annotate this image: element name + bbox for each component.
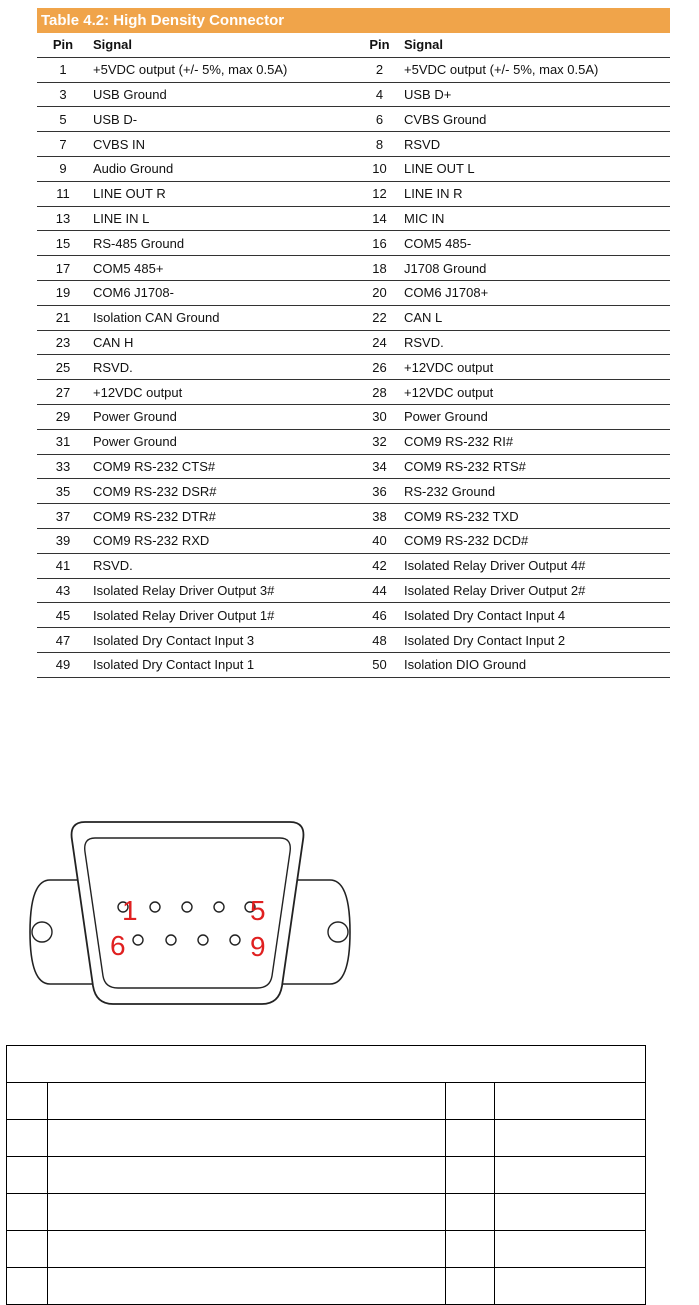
table-row — [7, 1157, 646, 1194]
table-row — [37, 83, 670, 108]
pin-hole-8 — [198, 935, 208, 945]
signal-name: USB D+ — [404, 86, 452, 102]
pin-number: 7 — [59, 136, 67, 152]
signal-name: RSVD — [404, 136, 441, 152]
pin-label-5: 5 — [250, 895, 266, 926]
signal-name: Isolated Relay Driver Output 1# — [93, 607, 275, 623]
table-row — [37, 231, 670, 256]
table-cell — [7, 1194, 48, 1231]
table-row — [37, 107, 670, 132]
pin-number: 13 — [55, 210, 71, 226]
signal-name: COM9 RS-232 RI# — [404, 434, 514, 450]
pin-number: 4 — [375, 86, 384, 102]
pin-label-9: 9 — [250, 931, 266, 962]
pin-hole-6 — [133, 935, 143, 945]
table-cell — [495, 1194, 646, 1231]
signal-name: COM9 RS-232 RTS# — [404, 458, 526, 474]
table-cell — [495, 1083, 646, 1120]
signal-name: +12VDC output — [93, 384, 183, 400]
table-cell — [48, 1120, 446, 1157]
pin-number: 16 — [372, 235, 387, 251]
signal-name: +5VDC output (+/- 5%, max 0.5A) — [404, 62, 599, 78]
empty-table-title-row — [7, 1046, 646, 1083]
pin-number: 9 — [59, 161, 67, 177]
table-row — [37, 504, 670, 529]
signal-name: Isolated Dry Contact Input 3 — [93, 632, 255, 648]
pin-number: 11 — [56, 186, 70, 202]
db9-connector-diagram — [10, 810, 370, 1020]
table-cell — [495, 1231, 646, 1268]
table-cell — [7, 1120, 48, 1157]
pin-hole-9 — [230, 935, 240, 945]
signal-name: COM5 485+ — [93, 260, 164, 276]
pin-number: 39 — [55, 533, 71, 549]
signal-name: COM5 485- — [404, 235, 472, 251]
pin-number: 31 — [55, 434, 71, 450]
pin-number: 18 — [372, 260, 387, 276]
signal-name: Isolated Relay Driver Output 4# — [404, 558, 586, 574]
signal-name: COM9 RS-232 CTS# — [93, 458, 216, 474]
table-row — [37, 132, 670, 157]
table-row — [37, 306, 670, 331]
signal-name: CVBS IN — [93, 136, 146, 152]
pin-number: 41 — [55, 558, 71, 574]
signal-name: RS-485 Ground — [93, 235, 185, 251]
table-cell — [495, 1120, 646, 1157]
signal-name: Power Ground — [93, 434, 177, 450]
signal-name: COM9 RS-232 RXD — [93, 533, 210, 549]
table-row — [37, 430, 670, 455]
pin-number: 19 — [55, 285, 71, 301]
empty-table-title-cell — [7, 1046, 646, 1083]
pin-number: 26 — [372, 359, 387, 375]
pin-number: 15 — [55, 235, 71, 251]
pin-number: 12 — [372, 186, 387, 202]
table-row — [37, 628, 670, 653]
signal-name: COM9 RS-232 DSR# — [93, 483, 217, 499]
table-cell — [446, 1231, 495, 1268]
table-cell — [48, 1268, 446, 1305]
table-row — [37, 256, 670, 281]
pin-hole-4 — [214, 902, 224, 912]
pin-number: 3 — [59, 86, 67, 102]
pin-number: 29 — [55, 409, 71, 425]
table-row — [37, 58, 670, 83]
table-body — [37, 58, 670, 678]
signal-name: COM9 RS-232 DCD# — [404, 533, 529, 549]
pin-number: 49 — [55, 657, 71, 673]
table-row — [7, 1194, 646, 1231]
pin-number: 6 — [375, 111, 384, 127]
pin-number: 23 — [55, 334, 71, 350]
signal-name: Isolated Relay Driver Output 3# — [93, 582, 275, 598]
signal-name: COM9 RS-232 DTR# — [93, 508, 216, 524]
signal-name: +12VDC output — [404, 359, 494, 375]
signal-name: J1708 Ground — [404, 260, 487, 276]
pin-number: 47 — [55, 632, 71, 648]
pin-number: 27 — [55, 384, 71, 400]
pin-number: 33 — [55, 458, 71, 474]
pin-number: 22 — [372, 310, 387, 326]
pin-number: 2 — [375, 62, 384, 78]
signal-name: COM6 J1708- — [93, 285, 174, 301]
pin-number: 10 — [372, 161, 387, 177]
table-row — [37, 281, 670, 306]
table-cell — [446, 1194, 495, 1231]
signal-name: Isolated Dry Contact Input 1 — [93, 657, 255, 673]
signal-name: LINE OUT L — [404, 161, 475, 177]
pin-number: 5 — [59, 111, 67, 127]
table-cell — [48, 1083, 446, 1120]
pin-number: 36 — [372, 483, 387, 499]
table-row — [7, 1083, 646, 1120]
table-row — [37, 603, 670, 628]
pin-number: 24 — [372, 334, 387, 350]
signal-name: Audio Ground — [93, 161, 174, 177]
header-pin: Pin — [369, 37, 390, 53]
table-cell — [48, 1157, 446, 1194]
pin-hole-7 — [166, 935, 176, 945]
pin-number: 17 — [55, 260, 71, 276]
pin-hole-2 — [150, 902, 160, 912]
pin-number: 32 — [372, 434, 387, 450]
pin-number: 20 — [372, 285, 387, 301]
signal-name: Isolation CAN Ground — [93, 310, 220, 326]
table-row — [37, 355, 670, 380]
mounting-hole-right — [328, 922, 348, 942]
signal-name: RSVD. — [404, 334, 444, 350]
pin-number: 35 — [55, 483, 71, 499]
signal-name: CAN L — [404, 310, 443, 326]
header-signal: Signal — [93, 37, 133, 53]
pin-label-6: 6 — [110, 930, 126, 961]
table-cell — [7, 1268, 48, 1305]
table-row — [37, 455, 670, 480]
table-row — [37, 380, 670, 405]
table-row — [7, 1268, 646, 1305]
table-row — [37, 157, 670, 182]
signal-name: Isolation DIO Ground — [404, 657, 527, 673]
table-header-row — [37, 33, 670, 58]
pin-label-1: 1 — [122, 895, 138, 926]
pin-number: 21 — [55, 310, 71, 326]
signal-name: LINE IN L — [93, 210, 150, 226]
table-cell — [7, 1231, 48, 1268]
header-signal: Signal — [404, 37, 444, 53]
table-cell — [48, 1194, 446, 1231]
pin-number: 34 — [372, 458, 387, 474]
signal-name: Isolated Dry Contact Input 2 — [404, 632, 566, 648]
signal-name: RSVD. — [93, 558, 133, 574]
signal-name: MIC IN — [404, 210, 445, 226]
signal-name: LINE OUT R — [93, 186, 166, 202]
table-cell — [446, 1083, 495, 1120]
signal-name: RS-232 Ground — [404, 483, 496, 499]
table-cell — [446, 1157, 495, 1194]
table-cell — [446, 1120, 495, 1157]
table-row — [37, 479, 670, 504]
pin-number: 25 — [55, 359, 71, 375]
signal-name: Power Ground — [93, 409, 177, 425]
signal-name: COM9 RS-232 TXD — [404, 508, 519, 524]
pin-number: 1 — [59, 62, 67, 78]
table-row — [37, 579, 670, 604]
pin-number: 40 — [372, 533, 387, 549]
signal-name: Isolated Dry Contact Input 4 — [404, 607, 566, 623]
empty-pin-table — [6, 1045, 646, 1305]
pin-number: 44 — [372, 582, 387, 598]
table-row — [37, 331, 670, 356]
signal-name: +5VDC output (+/- 5%, max 0.5A) — [93, 62, 288, 78]
table-cell — [7, 1083, 48, 1120]
table-row — [37, 653, 670, 678]
table-cell — [7, 1157, 48, 1194]
signal-name: +12VDC output — [404, 384, 494, 400]
pin-hole-3 — [182, 902, 192, 912]
signal-name: LINE IN R — [404, 186, 463, 202]
mounting-hole-left — [32, 922, 52, 942]
signal-name: Power Ground — [404, 409, 488, 425]
table-cell — [495, 1157, 646, 1194]
table-cell — [446, 1268, 495, 1305]
pin-number: 37 — [55, 508, 71, 524]
pin-number: 14 — [372, 210, 387, 226]
pin-number: 50 — [372, 657, 387, 673]
table-row — [37, 405, 670, 430]
signal-name: CVBS Ground — [404, 111, 487, 127]
pin-number: 48 — [372, 632, 387, 648]
table-row — [37, 182, 670, 207]
signal-name: RSVD. — [93, 359, 133, 375]
signal-name: COM6 J1708+ — [404, 285, 489, 301]
pin-number: 30 — [372, 409, 387, 425]
signal-name: USB D- — [93, 111, 138, 127]
signal-name: Isolated Relay Driver Output 2# — [404, 582, 586, 598]
table-row — [7, 1231, 646, 1268]
pin-table — [37, 8, 670, 678]
table-cell — [48, 1231, 446, 1268]
header-pin: Pin — [52, 37, 74, 53]
pin-number: 42 — [372, 558, 387, 574]
signal-name: CAN H — [93, 334, 134, 350]
table-row — [37, 529, 670, 554]
table-title: Table 4.2: High Density Connector — [37, 8, 670, 33]
signal-name: USB Ground — [93, 86, 167, 102]
pin-number: 38 — [372, 508, 387, 524]
pin-number: 43 — [55, 582, 71, 598]
pin-number: 8 — [375, 136, 384, 152]
table-row — [7, 1120, 646, 1157]
table-row — [37, 554, 670, 579]
table-cell — [495, 1268, 646, 1305]
pin-number: 45 — [55, 607, 71, 623]
pin-number: 28 — [372, 384, 387, 400]
pin-number: 46 — [372, 607, 387, 623]
table-row — [37, 207, 670, 232]
